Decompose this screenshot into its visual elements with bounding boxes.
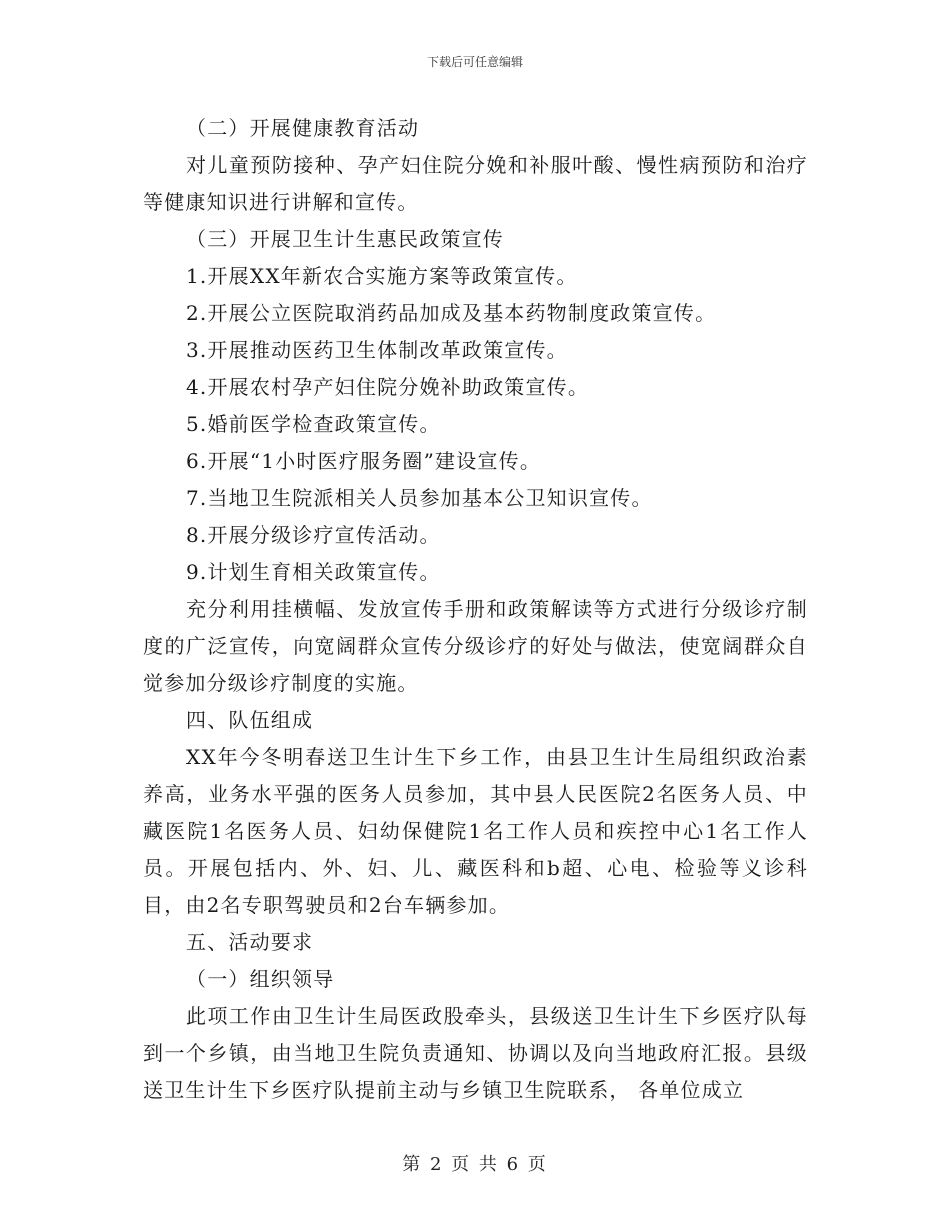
section-heading-team: 四、队伍组成 — [186, 708, 314, 732]
list-item-9: 9.计划生育相关政策宣传。 — [186, 560, 441, 584]
list-item-7: 7.当地卫生院派相关人员参加基本公卫知识宣传。 — [186, 486, 653, 510]
section-heading-policy-publicity: （三）开展卫生计生惠民政策宣传 — [186, 227, 504, 251]
list-item-1: 1.开展XX年新农合实施方案等政策宣传。 — [186, 264, 578, 288]
list-item-4: 4.开展农村孕产妇住院分娩补助政策宣传。 — [186, 375, 590, 399]
document-body — [143, 110, 808, 1109]
page-number: 第 2 页 共 6 页 — [402, 1154, 548, 1175]
list-item-8: 8.开展分级诊疗宣传活动。 — [186, 523, 441, 547]
list-item-6: 6.开展“1小时医疗服务圈”建设宣传。 — [186, 449, 542, 473]
paragraph-team: XX年今冬明春送卫生计生下乡工作，由县卫生计生局组织政治素养高，业务水平强的医务人员参加，其中县人民医院2名医务人员、中藏医院1名医务人员、妇幼保健院1名工作人员和疾控中心1名工作人员。开展包括内、外、妇、儿、藏医科和b超、心电、检验等义诊科目，由2名专职驾驶员和2台车辆参加。 — [143, 745, 808, 917]
section-heading-requirements: 五、活动要求 — [186, 930, 314, 954]
section-heading-health-education: （二）开展健康教育活动 — [186, 116, 420, 140]
paragraph-publicity-methods: 充分利用挂横幅、发放宣传手册和政策解读等方式进行分级诊疗制度的广泛宣传，向宽阔群众宣传分级诊疗的好处与做法，使宽阔群众自觉参加分级诊疗制度的实施。 — [143, 597, 808, 695]
paragraph-organization: 此项工作由卫生计生局医政股牵头，县级送卫生计生下乡医疗队每到一个乡镇，由当地卫生院负责通知、协调以及向当地政府汇报。县级送卫生计生下乡医疗队提前主动与乡镇卫生院联系， 各单位成立 — [143, 1004, 808, 1102]
list-item-2: 2.开展公立医院取消药品加成及基本药物制度政策宣传。 — [186, 301, 717, 325]
page-header: 下载后可任意编辑 — [426, 55, 523, 69]
list-item-5: 5.婚前医学检查政策宣传。 — [186, 412, 441, 436]
section-heading-organization: （一）组织领导 — [186, 967, 335, 991]
paragraph-health-education: 对儿童预防接种、孕产妇住院分娩和补服叶酸、慢性病预防和治疗等健康知识进行讲解和宣传。 — [143, 153, 808, 214]
list-item-3: 3.开展推动医药卫生体制改革政策宣传。 — [186, 338, 568, 362]
